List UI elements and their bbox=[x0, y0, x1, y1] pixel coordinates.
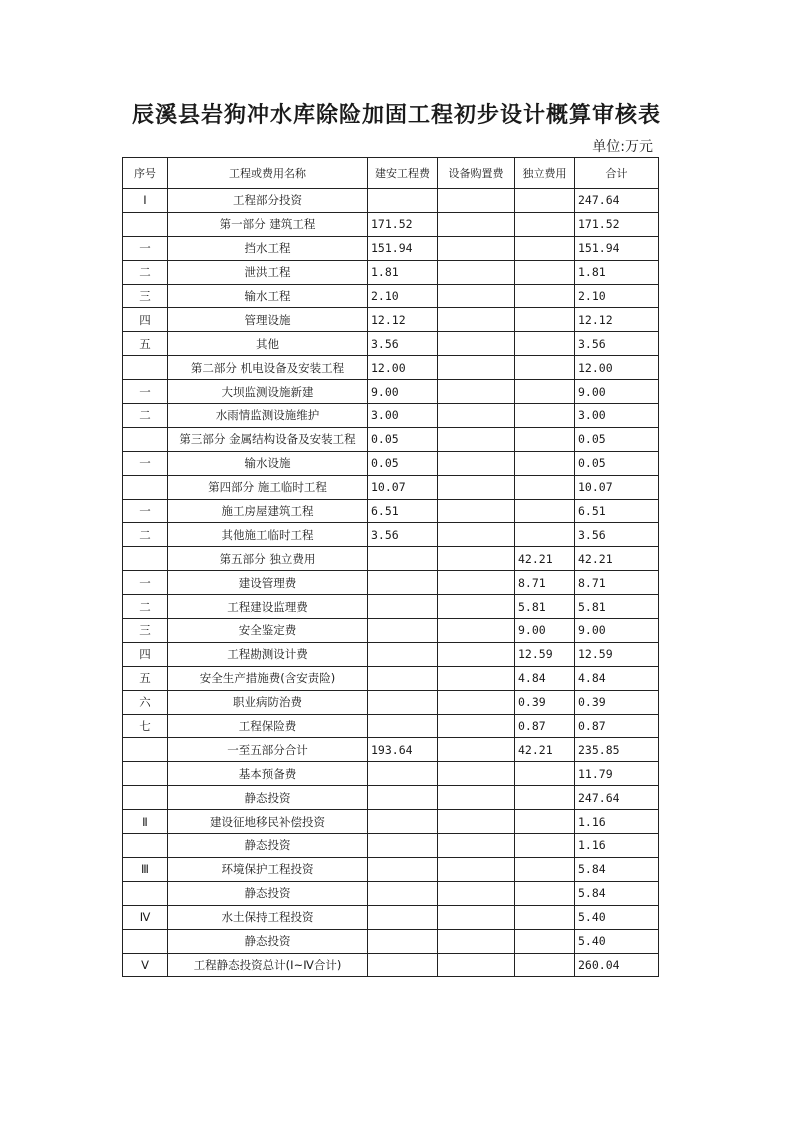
table-row bbox=[123, 236, 659, 260]
cell-no bbox=[123, 834, 168, 858]
cell-equipment bbox=[438, 523, 515, 547]
cell-equipment bbox=[438, 953, 515, 977]
cell-total: 0.87 bbox=[575, 714, 659, 738]
cell-construction bbox=[368, 786, 438, 810]
cell-equipment bbox=[438, 619, 515, 643]
cell-name: 其他施工临时工程 bbox=[168, 523, 368, 547]
cell-construction: 0.05 bbox=[368, 427, 438, 451]
cell-name: 输水设施 bbox=[168, 451, 368, 475]
cell-independent: 8.71 bbox=[515, 571, 575, 595]
cell-total: 12.59 bbox=[575, 642, 659, 666]
cell-equipment bbox=[438, 427, 515, 451]
cell-equipment bbox=[438, 404, 515, 428]
table-row bbox=[123, 905, 659, 929]
cell-no bbox=[123, 762, 168, 786]
header-name: 工程或费用名称 bbox=[168, 158, 368, 189]
cell-equipment bbox=[438, 475, 515, 499]
cell-no: 六 bbox=[123, 690, 168, 714]
cell-no: 七 bbox=[123, 714, 168, 738]
table-row bbox=[123, 499, 659, 523]
table-row bbox=[123, 857, 659, 881]
cell-equipment bbox=[438, 595, 515, 619]
cell-no: 一 bbox=[123, 380, 168, 404]
cell-independent: 12.59 bbox=[515, 642, 575, 666]
cell-construction bbox=[368, 642, 438, 666]
cell-total: 42.21 bbox=[575, 547, 659, 571]
cell-equipment bbox=[438, 189, 515, 213]
cell-construction: 6.51 bbox=[368, 499, 438, 523]
cell-equipment bbox=[438, 762, 515, 786]
table-row bbox=[123, 547, 659, 571]
table-row bbox=[123, 834, 659, 858]
cell-construction bbox=[368, 690, 438, 714]
cell-total: 247.64 bbox=[575, 189, 659, 213]
cell-equipment bbox=[438, 738, 515, 762]
table-row bbox=[123, 714, 659, 738]
table-row bbox=[123, 475, 659, 499]
cell-construction bbox=[368, 714, 438, 738]
cell-no: Ⅳ bbox=[123, 905, 168, 929]
table-row bbox=[123, 308, 659, 332]
cell-independent bbox=[515, 189, 575, 213]
cell-no bbox=[123, 547, 168, 571]
cell-name: 第四部分 施工临时工程 bbox=[168, 475, 368, 499]
header-total: 合计 bbox=[575, 158, 659, 189]
cell-total: 235.85 bbox=[575, 738, 659, 762]
cell-total: 1.16 bbox=[575, 810, 659, 834]
cell-name: 工程静态投资总计(Ⅰ~Ⅳ合计) bbox=[168, 953, 368, 977]
cell-independent: 4.84 bbox=[515, 666, 575, 690]
cell-equipment bbox=[438, 690, 515, 714]
cell-equipment bbox=[438, 786, 515, 810]
cell-independent bbox=[515, 475, 575, 499]
cell-no: 二 bbox=[123, 404, 168, 428]
cell-name: 工程部分投资 bbox=[168, 189, 368, 213]
cell-total: 6.51 bbox=[575, 499, 659, 523]
cell-construction: 0.05 bbox=[368, 451, 438, 475]
table-row bbox=[123, 929, 659, 953]
table-header-row bbox=[123, 158, 659, 189]
cell-equipment bbox=[438, 308, 515, 332]
table-row bbox=[123, 881, 659, 905]
cell-construction bbox=[368, 547, 438, 571]
cell-name: 静态投资 bbox=[168, 786, 368, 810]
cell-name: 一至五部分合计 bbox=[168, 738, 368, 762]
cell-construction bbox=[368, 881, 438, 905]
table-row bbox=[123, 427, 659, 451]
cell-construction bbox=[368, 666, 438, 690]
cell-no bbox=[123, 738, 168, 762]
cell-total: 9.00 bbox=[575, 380, 659, 404]
cell-no: 一 bbox=[123, 499, 168, 523]
cell-total: 247.64 bbox=[575, 786, 659, 810]
cell-independent: 0.39 bbox=[515, 690, 575, 714]
cell-total: 260.04 bbox=[575, 953, 659, 977]
cell-total: 12.12 bbox=[575, 308, 659, 332]
cell-equipment bbox=[438, 260, 515, 284]
cell-independent: 42.21 bbox=[515, 738, 575, 762]
cell-independent bbox=[515, 762, 575, 786]
cell-name: 第二部分 机电设备及安装工程 bbox=[168, 356, 368, 380]
cell-equipment bbox=[438, 714, 515, 738]
table-row bbox=[123, 332, 659, 356]
cell-name: 管理设施 bbox=[168, 308, 368, 332]
cell-construction: 10.07 bbox=[368, 475, 438, 499]
cell-independent: 0.87 bbox=[515, 714, 575, 738]
cell-no: 三 bbox=[123, 284, 168, 308]
cell-equipment bbox=[438, 666, 515, 690]
table-row bbox=[123, 451, 659, 475]
table-row bbox=[123, 810, 659, 834]
cell-name: 第三部分 金属结构设备及安装工程 bbox=[168, 427, 368, 451]
cell-name: 水土保持工程投资 bbox=[168, 905, 368, 929]
cell-no: 五 bbox=[123, 332, 168, 356]
cell-name: 工程建设监理费 bbox=[168, 595, 368, 619]
cell-name: 施工房屋建筑工程 bbox=[168, 499, 368, 523]
cell-name: 建设管理费 bbox=[168, 571, 368, 595]
cell-equipment bbox=[438, 451, 515, 475]
header-independent: 独立费用 bbox=[515, 158, 575, 189]
table-row bbox=[123, 619, 659, 643]
cell-no: 四 bbox=[123, 642, 168, 666]
cell-total: 9.00 bbox=[575, 619, 659, 643]
cell-no bbox=[123, 929, 168, 953]
cell-construction: 9.00 bbox=[368, 380, 438, 404]
cell-construction bbox=[368, 834, 438, 858]
cell-construction: 171.52 bbox=[368, 212, 438, 236]
cell-construction bbox=[368, 905, 438, 929]
table-row bbox=[123, 404, 659, 428]
cell-total: 5.40 bbox=[575, 929, 659, 953]
cell-no: 一 bbox=[123, 451, 168, 475]
cell-name: 静态投资 bbox=[168, 929, 368, 953]
table-row bbox=[123, 953, 659, 977]
cell-independent bbox=[515, 380, 575, 404]
cell-name: 基本预备费 bbox=[168, 762, 368, 786]
table-row bbox=[123, 284, 659, 308]
cell-total: 5.84 bbox=[575, 857, 659, 881]
cell-no bbox=[123, 212, 168, 236]
cell-no: Ⅲ bbox=[123, 857, 168, 881]
cell-total: 0.39 bbox=[575, 690, 659, 714]
cell-no bbox=[123, 786, 168, 810]
cell-no bbox=[123, 881, 168, 905]
cell-construction: 12.00 bbox=[368, 356, 438, 380]
cell-total: 3.56 bbox=[575, 523, 659, 547]
cell-total: 4.84 bbox=[575, 666, 659, 690]
cell-independent bbox=[515, 284, 575, 308]
cell-total: 151.94 bbox=[575, 236, 659, 260]
cell-independent bbox=[515, 404, 575, 428]
table-row bbox=[123, 762, 659, 786]
cell-construction: 193.64 bbox=[368, 738, 438, 762]
cell-no: 一 bbox=[123, 236, 168, 260]
cell-construction bbox=[368, 810, 438, 834]
cell-independent bbox=[515, 929, 575, 953]
table-row bbox=[123, 666, 659, 690]
cell-total: 5.84 bbox=[575, 881, 659, 905]
cell-independent: 5.81 bbox=[515, 595, 575, 619]
cell-name: 职业病防治费 bbox=[168, 690, 368, 714]
cell-total: 5.81 bbox=[575, 595, 659, 619]
cell-independent bbox=[515, 810, 575, 834]
cell-equipment bbox=[438, 881, 515, 905]
page-title: 辰溪县岩狗冲水库除险加固工程初步设计概算审核表 bbox=[131, 103, 661, 128]
cell-total: 11.79 bbox=[575, 762, 659, 786]
budget-table bbox=[122, 157, 659, 977]
table-row bbox=[123, 571, 659, 595]
header-construction: 建安工程费 bbox=[368, 158, 438, 189]
cell-equipment bbox=[438, 810, 515, 834]
cell-construction bbox=[368, 762, 438, 786]
cell-no: 三 bbox=[123, 619, 168, 643]
table-row bbox=[123, 356, 659, 380]
table-row bbox=[123, 642, 659, 666]
cell-total: 1.81 bbox=[575, 260, 659, 284]
table-row bbox=[123, 260, 659, 284]
cell-construction bbox=[368, 595, 438, 619]
cell-total: 5.40 bbox=[575, 905, 659, 929]
header-no: 序号 bbox=[123, 158, 168, 189]
cell-equipment bbox=[438, 332, 515, 356]
cell-name: 静态投资 bbox=[168, 881, 368, 905]
cell-total: 2.10 bbox=[575, 284, 659, 308]
cell-equipment bbox=[438, 356, 515, 380]
cell-equipment bbox=[438, 571, 515, 595]
cell-total: 0.05 bbox=[575, 451, 659, 475]
cell-equipment bbox=[438, 929, 515, 953]
cell-total: 10.07 bbox=[575, 475, 659, 499]
cell-independent bbox=[515, 427, 575, 451]
unit-label: 单位:万元 bbox=[592, 139, 653, 155]
cell-name: 第五部分 独立费用 bbox=[168, 547, 368, 571]
table-row bbox=[123, 523, 659, 547]
cell-no: Ⅰ bbox=[123, 189, 168, 213]
cell-independent bbox=[515, 332, 575, 356]
cell-no: 二 bbox=[123, 260, 168, 284]
table-row bbox=[123, 189, 659, 213]
cell-independent bbox=[515, 451, 575, 475]
table-row bbox=[123, 690, 659, 714]
cell-name: 输水工程 bbox=[168, 284, 368, 308]
cell-name: 工程保险费 bbox=[168, 714, 368, 738]
cell-construction: 3.00 bbox=[368, 404, 438, 428]
cell-equipment bbox=[438, 642, 515, 666]
table-row bbox=[123, 212, 659, 236]
cell-total: 12.00 bbox=[575, 356, 659, 380]
cell-equipment bbox=[438, 236, 515, 260]
cell-independent bbox=[515, 499, 575, 523]
cell-name: 水雨情监测设施维护 bbox=[168, 404, 368, 428]
cell-independent bbox=[515, 236, 575, 260]
cell-construction bbox=[368, 929, 438, 953]
cell-construction bbox=[368, 571, 438, 595]
cell-equipment bbox=[438, 284, 515, 308]
cell-independent bbox=[515, 212, 575, 236]
cell-name: 安全鉴定费 bbox=[168, 619, 368, 643]
cell-total: 3.56 bbox=[575, 332, 659, 356]
cell-no bbox=[123, 356, 168, 380]
cell-no: Ⅱ bbox=[123, 810, 168, 834]
cell-construction: 2.10 bbox=[368, 284, 438, 308]
cell-total: 0.05 bbox=[575, 427, 659, 451]
cell-independent bbox=[515, 786, 575, 810]
cell-construction bbox=[368, 619, 438, 643]
table-row bbox=[123, 786, 659, 810]
cell-independent bbox=[515, 953, 575, 977]
cell-independent bbox=[515, 857, 575, 881]
cell-construction: 3.56 bbox=[368, 332, 438, 356]
header-equipment: 设备购置费 bbox=[438, 158, 515, 189]
cell-independent bbox=[515, 260, 575, 284]
cell-name: 泄洪工程 bbox=[168, 260, 368, 284]
cell-name: 安全生产措施费(含安责险) bbox=[168, 666, 368, 690]
cell-equipment bbox=[438, 905, 515, 929]
cell-name: 静态投资 bbox=[168, 834, 368, 858]
cell-equipment bbox=[438, 857, 515, 881]
cell-construction: 3.56 bbox=[368, 523, 438, 547]
cell-equipment bbox=[438, 380, 515, 404]
cell-no: 四 bbox=[123, 308, 168, 332]
cell-independent bbox=[515, 905, 575, 929]
cell-independent bbox=[515, 834, 575, 858]
cell-construction bbox=[368, 857, 438, 881]
cell-no: 二 bbox=[123, 595, 168, 619]
cell-no: 五 bbox=[123, 666, 168, 690]
cell-name: 大坝监测设施新建 bbox=[168, 380, 368, 404]
cell-independent: 9.00 bbox=[515, 619, 575, 643]
cell-equipment bbox=[438, 834, 515, 858]
cell-construction: 12.12 bbox=[368, 308, 438, 332]
table-row bbox=[123, 380, 659, 404]
cell-independent: 42.21 bbox=[515, 547, 575, 571]
cell-no: 一 bbox=[123, 571, 168, 595]
cell-no: Ⅴ bbox=[123, 953, 168, 977]
cell-total: 3.00 bbox=[575, 404, 659, 428]
cell-no: 二 bbox=[123, 523, 168, 547]
cell-equipment bbox=[438, 212, 515, 236]
cell-no bbox=[123, 475, 168, 499]
cell-independent bbox=[515, 523, 575, 547]
cell-equipment bbox=[438, 499, 515, 523]
table-row bbox=[123, 738, 659, 762]
cell-name: 环境保护工程投资 bbox=[168, 857, 368, 881]
cell-name: 建设征地移民补偿投资 bbox=[168, 810, 368, 834]
cell-construction: 151.94 bbox=[368, 236, 438, 260]
cell-independent bbox=[515, 308, 575, 332]
cell-construction bbox=[368, 189, 438, 213]
cell-equipment bbox=[438, 547, 515, 571]
cell-no bbox=[123, 427, 168, 451]
cell-name: 工程勘测设计费 bbox=[168, 642, 368, 666]
cell-independent bbox=[515, 356, 575, 380]
cell-total: 1.16 bbox=[575, 834, 659, 858]
cell-name: 挡水工程 bbox=[168, 236, 368, 260]
cell-total: 8.71 bbox=[575, 571, 659, 595]
cell-construction: 1.81 bbox=[368, 260, 438, 284]
cell-independent bbox=[515, 881, 575, 905]
cell-name: 第一部分 建筑工程 bbox=[168, 212, 368, 236]
cell-total: 171.52 bbox=[575, 212, 659, 236]
cell-name: 其他 bbox=[168, 332, 368, 356]
table-row bbox=[123, 595, 659, 619]
cell-construction bbox=[368, 953, 438, 977]
